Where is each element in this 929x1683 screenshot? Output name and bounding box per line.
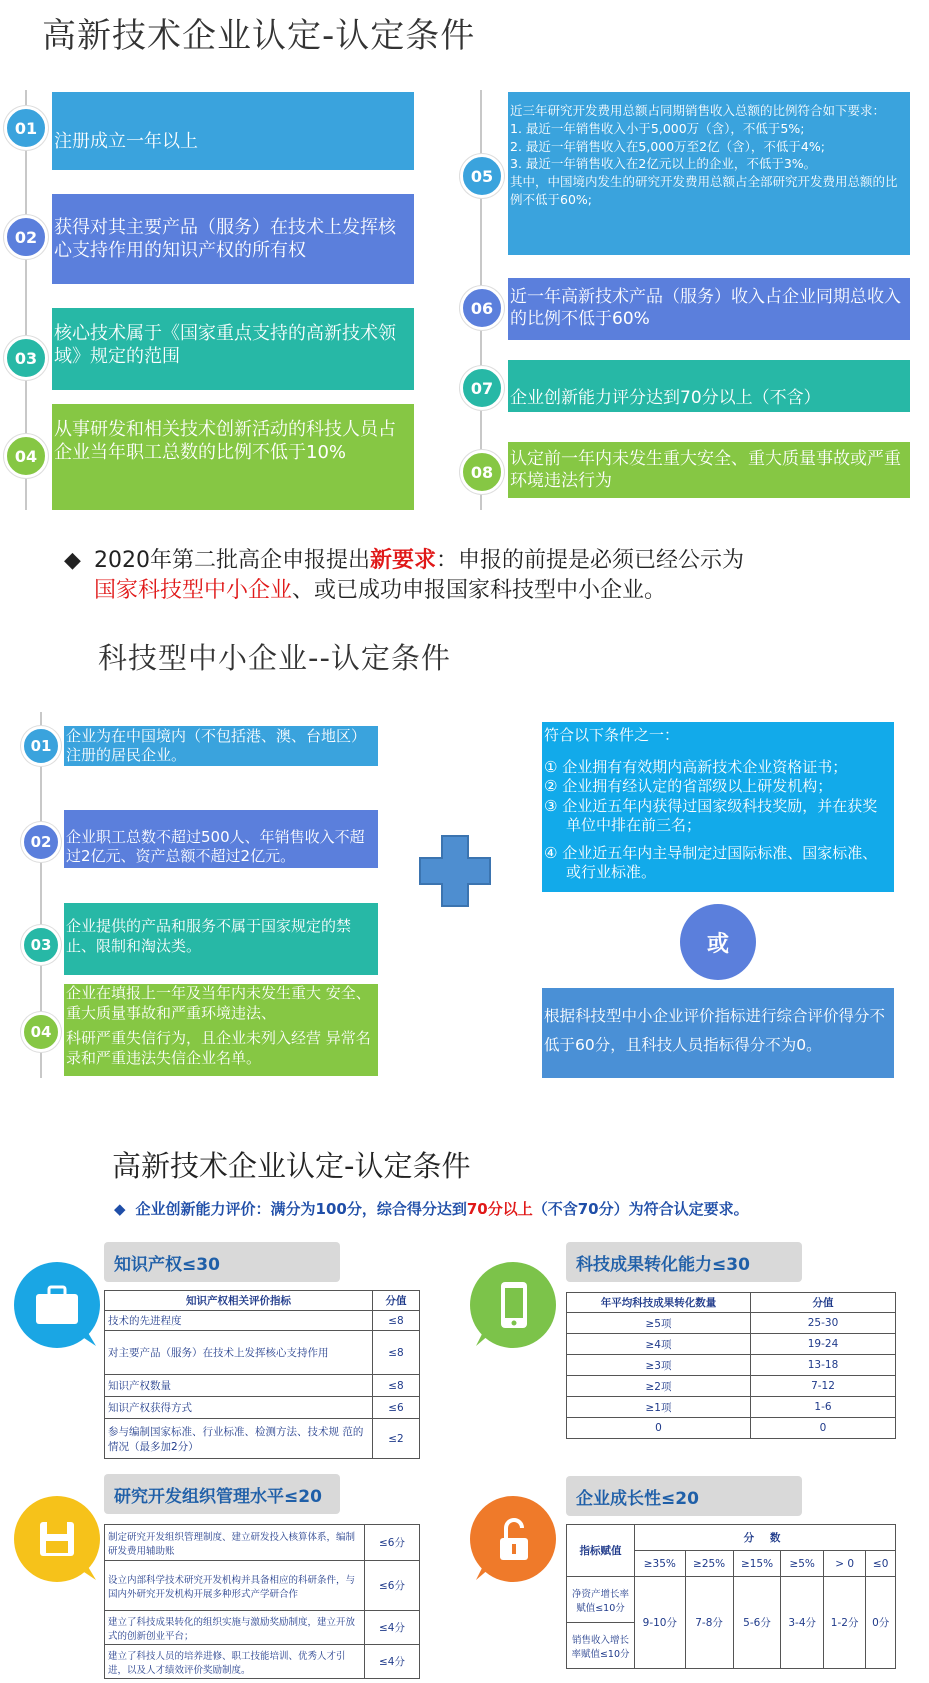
sme-condition-01 bbox=[64, 726, 378, 766]
rd-cell: 建立了科技人员的培养进修、职工技能培训、优秀人才引进，以及人才绩效评价奖励制度。 bbox=[105, 1645, 365, 1679]
condition-04 bbox=[52, 404, 414, 510]
alt-condition: ③ 企业近五年内获得过国家级科技奖励，并在获奖单位中排在前三名； bbox=[544, 796, 878, 834]
condition-06 bbox=[508, 278, 910, 340]
growth-threshold: ≤0 bbox=[866, 1551, 896, 1577]
notice-text: ：申报的前提是必须已经公示为 bbox=[436, 548, 745, 573]
new-requirement-notice bbox=[64, 546, 894, 607]
transfer-col-header: 年平均科技成果转化数量 bbox=[567, 1293, 751, 1313]
condition-05 bbox=[508, 92, 910, 255]
ip-cell: 知识产权获得方式 bbox=[105, 1397, 373, 1419]
condition-05-line: 其中，中国境内发生的研究开发费用总额占全部研究开发费用总额的比例不低于60%; bbox=[510, 174, 898, 207]
ip-cell: ≤8 bbox=[373, 1331, 420, 1375]
transfer-cell: ≥3项 bbox=[567, 1355, 751, 1376]
item-number-s2-04: 04 bbox=[21, 1012, 61, 1052]
ip-cell: ≤2 bbox=[373, 1419, 420, 1459]
sme-alternative-conditions bbox=[542, 722, 894, 892]
growth-row-label: 销售收入增长率赋值≤10分 bbox=[567, 1623, 635, 1669]
growth-score: 3-4分 bbox=[781, 1577, 823, 1669]
ip-col-header: 分值 bbox=[373, 1291, 420, 1311]
transfer-cell: ≥1项 bbox=[567, 1397, 751, 1418]
condition-07 bbox=[508, 360, 910, 412]
sme-condition-02-text: 企业职工总数不超过500人、年销售收入不超过2亿元、资产总额不超过2亿元。 bbox=[66, 828, 365, 865]
condition-01-text: 注册成立一年以上 bbox=[54, 131, 198, 152]
rd-cell: ≤4分 bbox=[365, 1611, 420, 1645]
growth-table bbox=[566, 1524, 896, 1669]
transfer-cell: ≥5项 bbox=[567, 1313, 751, 1334]
floppy-icon bbox=[14, 1496, 100, 1582]
condition-02 bbox=[52, 194, 414, 284]
rd-cell: ≤6分 bbox=[365, 1561, 420, 1611]
growth-threshold: > 0 bbox=[823, 1551, 865, 1577]
condition-03-text: 核心技术属于《国家重点支持的高新技术领域》规定的范围 bbox=[54, 323, 396, 368]
item-number-04: 04 bbox=[4, 434, 48, 478]
sme-score-text: 根据科技型中小企业评价指标进行综合评价得分不低于60分，且科技人员指标得分不为0。 bbox=[544, 1007, 886, 1055]
notice-highlight-new: 新要求 bbox=[370, 548, 437, 573]
growth-score: 9-10分 bbox=[635, 1577, 686, 1669]
transfer-cell: 13-18 bbox=[751, 1355, 896, 1376]
scoring-rule-highlight: 70分以上 bbox=[466, 1200, 533, 1218]
condition-08-text: 认定前一年内未发生重大安全、重大质量事故或严重环境违法行为 bbox=[510, 449, 901, 492]
ip-header: 知识产权≤30 bbox=[104, 1242, 340, 1282]
section1-title: 高新技术企业认定-认定条件 bbox=[42, 16, 476, 56]
growth-score: 5-6分 bbox=[733, 1577, 781, 1669]
item-number-03: 03 bbox=[4, 336, 48, 380]
plus-icon bbox=[418, 834, 492, 908]
transfer-cell: ≥4项 bbox=[567, 1334, 751, 1355]
transfer-cell: 0 bbox=[567, 1418, 751, 1439]
item-number-01: 01 bbox=[4, 106, 48, 150]
transfer-cell: 7-12 bbox=[751, 1376, 896, 1397]
alt-conditions-intro: 符合以下条件之一： bbox=[544, 726, 680, 744]
ip-cell: 技术的先进程度 bbox=[105, 1311, 373, 1331]
rd-header: 研究开发组织管理水平≤20 bbox=[104, 1474, 340, 1514]
rd-cell: 建立了科技成果转化的组织实施与激励奖励制度，建立开放式的创新创业平台； bbox=[105, 1611, 365, 1645]
item-number-08: 08 bbox=[460, 450, 504, 494]
scoring-rule-text: （不含70分）为符合认定要求。 bbox=[532, 1200, 749, 1218]
item-number-02: 02 bbox=[4, 215, 48, 259]
ip-col-header: 知识产权相关评价指标 bbox=[105, 1291, 373, 1311]
ip-cell: ≤8 bbox=[373, 1375, 420, 1397]
item-number-07: 07 bbox=[460, 366, 504, 410]
ip-cell: 对主要产品（服务）在技术上发挥核心支持作用 bbox=[105, 1331, 373, 1375]
item-number-06: 06 bbox=[460, 286, 504, 330]
or-badge: 或 bbox=[680, 904, 756, 980]
scoring-rule-text: 企业创新能力评价：满分为100分，综合得分达到 bbox=[135, 1200, 467, 1218]
transfer-cell: ≥2项 bbox=[567, 1376, 751, 1397]
condition-05-line: 1. 最近一年销售收入小于5,000万（含），不低于5%; bbox=[510, 120, 805, 136]
briefcase-icon bbox=[14, 1262, 100, 1348]
lock-icon bbox=[470, 1496, 556, 1582]
growth-header: 企业成长性≤20 bbox=[566, 1476, 802, 1516]
alt-condition: ④ 企业近五年内主导制定过国际标准、国家标准、或行业标准。 bbox=[544, 843, 878, 881]
growth-score-label: 分 数 bbox=[635, 1525, 896, 1551]
rd-cell: ≤4分 bbox=[365, 1645, 420, 1679]
bullet-icon: ◆ bbox=[114, 1200, 126, 1218]
ip-cell: ≤8 bbox=[373, 1311, 420, 1331]
alt-condition: ① 企业拥有有效期内高新技术企业资格证书； bbox=[544, 757, 848, 776]
rd-cell: ≤6分 bbox=[365, 1525, 420, 1561]
growth-row-label: 净资产增长率赋值≤10分 bbox=[567, 1577, 635, 1623]
growth-threshold: ≥25% bbox=[685, 1551, 733, 1577]
condition-05-line: 2. 最近一年销售收入在5,000万至2亿（含），不低于4%; bbox=[510, 138, 825, 154]
bullet-icon: ◆ bbox=[64, 548, 81, 573]
sme-condition-03 bbox=[64, 903, 378, 975]
sme-condition-01-text: 企业为在中国境内（不包括港、澳、台地区）注册的居民企业。 bbox=[66, 727, 367, 764]
condition-03 bbox=[52, 308, 414, 390]
transfer-cell: 19-24 bbox=[751, 1334, 896, 1355]
notice-highlight-org: 国家科技型中小企业 bbox=[94, 578, 293, 604]
rd-table bbox=[104, 1524, 420, 1679]
condition-05-line: 近三年研究开发费用总额占同期销售收入总额的比例符合如下要求： bbox=[510, 103, 886, 118]
growth-corner: 指标赋值 bbox=[567, 1525, 635, 1577]
item-number-s2-02: 02 bbox=[21, 822, 61, 862]
sme-condition-04-text: 科研严重失信行为，且企业未列入经营 异常名录和严重违法失信企业名单。 bbox=[66, 1029, 371, 1067]
growth-threshold: ≥5% bbox=[781, 1551, 823, 1577]
condition-02-text: 获得对其主要产品（服务）在技术上发挥核心支持作用的知识产权的所有权 bbox=[54, 217, 396, 262]
alt-condition: ② 企业拥有经认定的省部级以上研发机构； bbox=[544, 777, 833, 795]
growth-score: 1-2分 bbox=[823, 1577, 865, 1669]
section3-title: 高新技术企业认定-认定条件 bbox=[112, 1149, 471, 1183]
transfer-cell: 1-6 bbox=[751, 1397, 896, 1418]
transfer-col-header: 分值 bbox=[751, 1293, 896, 1313]
rd-cell: 设立内部科学技术研究开发机构并具备相应的科研条件，与国内外研究开发机构开展多种形式产学研合作 bbox=[105, 1561, 365, 1611]
item-number-s2-03: 03 bbox=[21, 925, 61, 965]
scoring-rule bbox=[114, 1198, 749, 1219]
sme-condition-03-text: 企业提供的产品和服务不属于国家规定的禁止、限制和淘汰类。 bbox=[66, 917, 352, 955]
ip-table bbox=[104, 1290, 420, 1459]
sme-score-condition bbox=[542, 988, 894, 1078]
condition-01 bbox=[52, 92, 414, 170]
transfer-table bbox=[566, 1292, 896, 1439]
ip-cell: ≤6 bbox=[373, 1397, 420, 1419]
transfer-header: 科技成果转化能力≤30 bbox=[566, 1242, 802, 1282]
ip-cell: 参与编制国家标准、行业标准、检测方法、技术规 范的情况（最多加2分） bbox=[105, 1419, 373, 1459]
condition-06-text: 近一年高新技术产品（服务）收入占企业同期总收入的比例不低于60% bbox=[510, 287, 901, 330]
sme-condition-04 bbox=[64, 984, 378, 1076]
notice-text: 2020年第二批高企申报提出 bbox=[94, 548, 370, 573]
growth-score: 0分 bbox=[866, 1577, 896, 1669]
transfer-cell: 25-30 bbox=[751, 1313, 896, 1334]
growth-threshold: ≥35% bbox=[635, 1551, 686, 1577]
condition-04-text: 从事研发和相关技术创新活动的科技人员占企业当年职工总数的比例不低于10% bbox=[54, 419, 396, 464]
rd-cell: 制定研究开发组织管理制度、建立研发投入核算体系，编制研发费用辅助账 bbox=[105, 1525, 365, 1561]
sme-condition-04-text: 企业在填报上一年及当年内未发生重大 安全、重大质量事故和严重环境违法、 bbox=[66, 984, 371, 1022]
item-number-s2-01: 01 bbox=[21, 726, 61, 766]
condition-08 bbox=[508, 442, 910, 498]
phone-icon bbox=[470, 1262, 556, 1348]
condition-07-text: 企业创新能力评分达到70分以上（不含） bbox=[510, 388, 821, 408]
notice-text: 、或已成功申报国家科技型中小企业。 bbox=[292, 578, 667, 604]
ip-cell: 知识产权数量 bbox=[105, 1375, 373, 1397]
transfer-cell: 0 bbox=[751, 1418, 896, 1439]
growth-score: 7-8分 bbox=[685, 1577, 733, 1669]
section2-title: 科技型中小企业--认定条件 bbox=[98, 641, 451, 675]
sme-condition-02 bbox=[64, 810, 378, 868]
growth-threshold: ≥15% bbox=[733, 1551, 781, 1577]
item-number-05: 05 bbox=[460, 154, 504, 198]
condition-05-line: 3. 最近一年销售收入在2亿元以上的企业，不低于3%。 bbox=[510, 156, 817, 172]
